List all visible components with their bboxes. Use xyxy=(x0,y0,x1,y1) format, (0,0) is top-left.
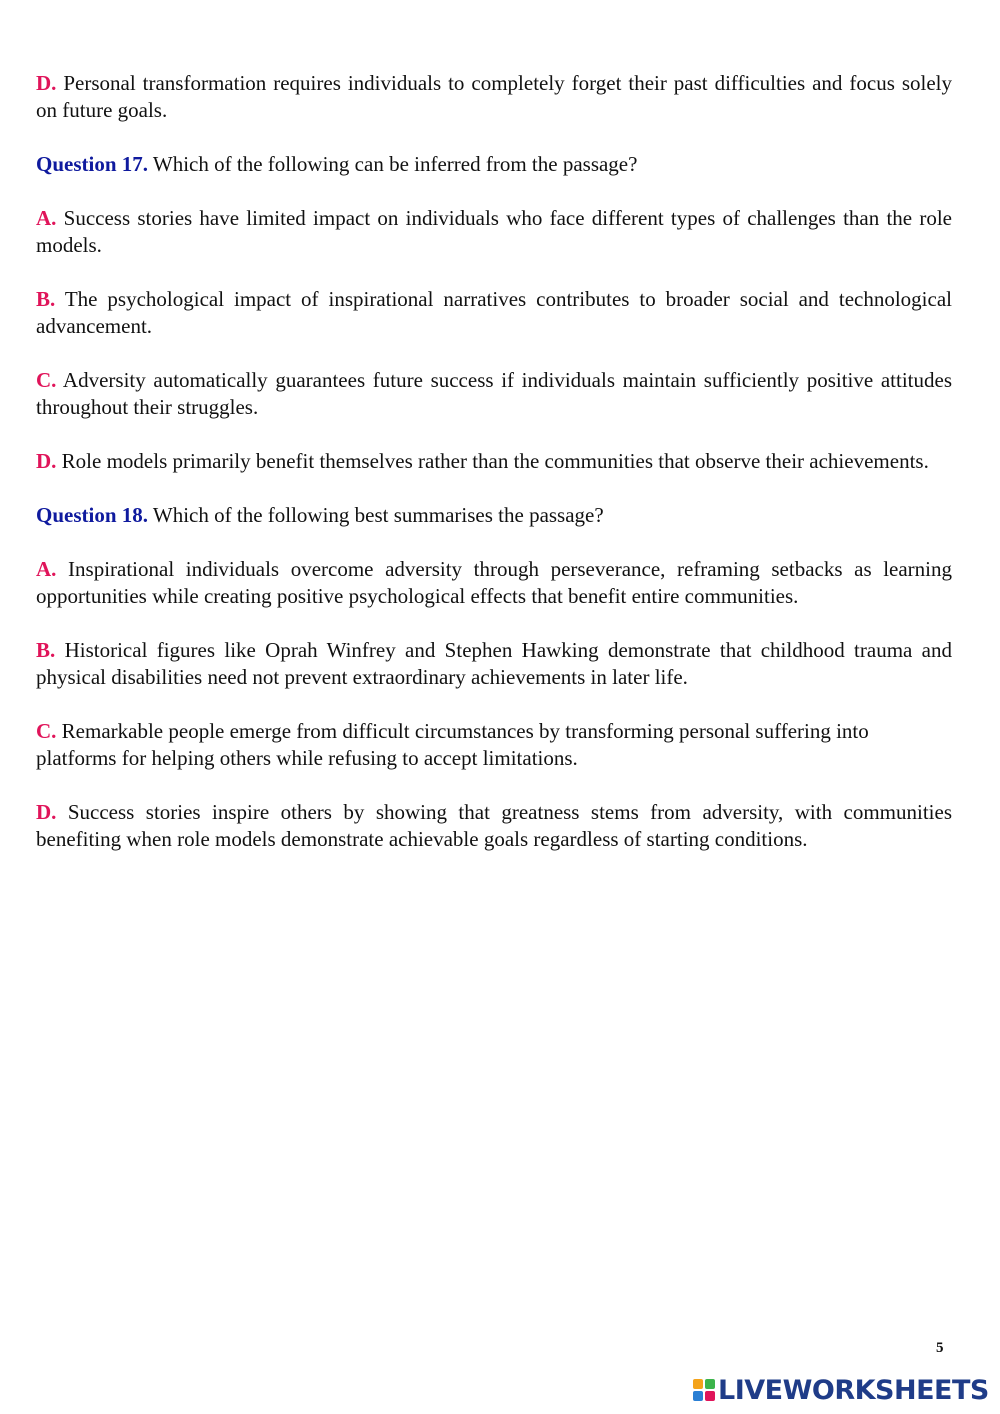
question-text: Which of the following best summarises the passage? xyxy=(152,503,604,527)
option-text: Historical figures like Oprah Winfrey and Stephen Hawking demonstrate that childhood trauma and physical disabilities need not prevent extraordinary achievements in later life. xyxy=(36,638,952,689)
question-17 xyxy=(36,151,952,178)
option-letter: A. xyxy=(36,557,57,581)
question-text: Which of the following can be inferred from the passage? xyxy=(152,152,638,176)
option-18-a xyxy=(36,556,952,610)
option-16-d xyxy=(36,70,952,124)
option-letter: D. xyxy=(36,800,57,824)
option-text: Adversity automatically guarantees future success if individuals maintain sufficiently positive attitudes throughout their struggles. xyxy=(36,368,953,419)
logo-square-2 xyxy=(705,1379,715,1389)
liveworksheets-logo-icon xyxy=(693,1379,715,1401)
worksheet-content xyxy=(36,70,952,880)
option-text: Success stories have limited impact on individuals who face different types of challenges than the role models. xyxy=(36,206,952,257)
question-label: Question 18. xyxy=(36,503,149,527)
option-text: Role models primarily benefit themselves rather than the communities that observe their achievements. xyxy=(61,449,929,473)
question-label: Question 17. xyxy=(36,152,149,176)
option-letter: D. xyxy=(36,449,57,473)
option-text: Inspirational individuals overcome adversity through perseverance, reframing setbacks as learning opportunities while creating positive psychological effects that benefit entire communities. xyxy=(36,557,953,608)
option-18-c xyxy=(36,718,952,772)
option-letter: B. xyxy=(36,287,56,311)
option-letter: D. xyxy=(36,71,57,95)
option-17-a xyxy=(36,205,952,259)
option-letter: B. xyxy=(36,638,56,662)
option-17-c xyxy=(36,367,952,421)
option-18-b xyxy=(36,637,952,691)
option-18-d xyxy=(36,799,952,853)
page-number: 5 xyxy=(936,1340,944,1356)
option-text: Personal transformation requires individuals to completely forget their past difficulties and focus solely on future goals. xyxy=(36,71,952,122)
option-17-b xyxy=(36,286,952,340)
logo-text: LIVEWORKSHEETS xyxy=(718,1374,989,1406)
option-text: Remarkable people emerge from difficult circumstances by transforming personal suffering into platforms for helping others while refusing to accept limitations. xyxy=(36,719,869,770)
option-17-d xyxy=(36,448,952,475)
option-letter: C. xyxy=(36,368,57,392)
option-letter: C. xyxy=(36,719,57,743)
option-text: Success stories inspire others by showing that greatness stems from adversity, with communities benefiting when role models demonstrate achievable goals regardless of starting conditions. xyxy=(36,800,952,851)
liveworksheets-logo xyxy=(693,1373,989,1407)
logo-square-1 xyxy=(693,1379,703,1389)
option-text: The psychological impact of inspirational narratives contributes to broader social and technological advancement. xyxy=(36,287,952,338)
logo-square-3 xyxy=(693,1391,703,1401)
question-18 xyxy=(36,502,952,529)
logo-square-4 xyxy=(705,1391,715,1401)
option-letter: A. xyxy=(36,206,57,230)
